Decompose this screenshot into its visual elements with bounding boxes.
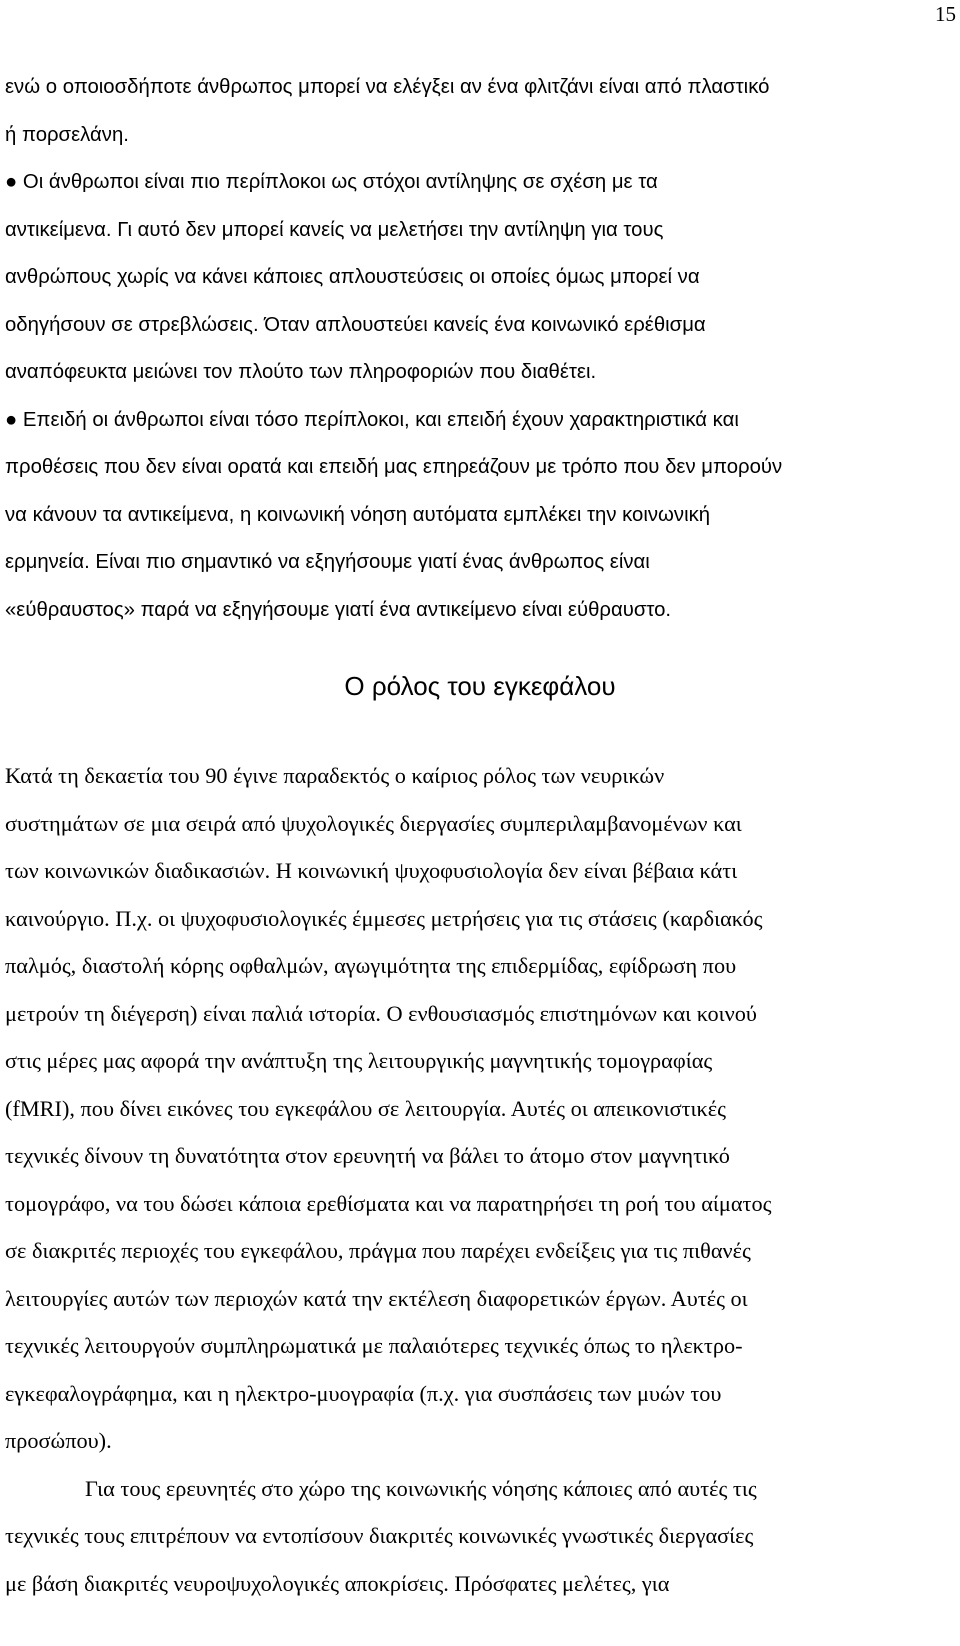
text-line: με βάση διακριτές νευροψυχολογικές αποκρίσεις. Πρόσφατες μελέτες, για <box>5 1570 670 1596</box>
text-line: προσώπου). <box>5 1428 112 1453</box>
bullet-paragraph-start: ● Επειδή οι άνθρωποι είναι τόσο περίπλοκοι, και επειδή έχουν χαρακτηριστικά και <box>5 408 739 431</box>
section-heading: Ο ρόλος του εγκεφάλου <box>344 671 616 701</box>
text-line: ανθρώπους χωρίς να κάνει κάποιες απλουστεύσεις οι οποίες όμως μπορεί να <box>5 266 700 288</box>
text-line: Κατά τη δεκαετία του 90 έγινε παραδεκτός ο καίριος ρόλος των νευρικών <box>5 763 665 788</box>
text-line: μετρούν τη διέγερση) είναι παλιά ιστορία. Ο ενθουσιασμός επιστημόνων και κοινού <box>5 1000 757 1026</box>
text-line: λειτουργίες αυτών των περιοχών κατά την εκτέλεση διαφορετικών έργων. Αυτές οι <box>5 1285 748 1311</box>
text-line: ερμηνεία. Είναι πιο σημαντικό να εξηγήσουμε γιατί ένας άνθρωπος είναι <box>5 551 650 573</box>
page-number: 15 <box>935 2 956 26</box>
text-line: προθέσεις που δεν είναι ορατά και επειδή μας επηρεάζουν με τρόπο που δεν μπορούν <box>5 456 783 478</box>
text-line: ή πορσελάνη. <box>5 123 129 146</box>
text-line: να κάνουν τα αντικείμενα, η κοινωνική νόηση αυτόματα εμπλέκει την κοινωνική <box>5 503 711 526</box>
text-line: «εύθραυστος» παρά να εξηγήσουμε γιατί ένα αντικείμενο είναι εύθραυστο. <box>5 598 672 621</box>
text-line: σε διακριτές περιοχές του εγκεφάλου, πράγμα που παρέχει ενδείξεις για τις πιθανές <box>5 1238 751 1263</box>
indented-paragraph-start: Για τους ερευνητές στο χώρο της κοινωνικής νόησης κάποιες από αυτές τις <box>85 1475 757 1501</box>
text-line: αντικείμενα. Γι αυτό δεν μπορεί κανείς να μελετήσει την αντίληψη για τους <box>5 218 664 241</box>
text-line: τεχνικές λειτουργούν συμπληρωματικά με παλαιότερες τεχνικές όπως το ηλεκτρο- <box>5 1333 743 1358</box>
text-line: των κοινωνικών διαδικασιών. Η κοινωνική ψυχοφυσιολογία δεν είναι βέβαια κάτι <box>5 858 738 883</box>
text-line: αναπόφευκτα μειώνει τον πλούτο των πληροφοριών που διαθέτει. <box>5 361 597 383</box>
text-line: (fMRI), που δίνει εικόνες του εγκεφάλου σε λειτουργία. Αυτές οι απεικονιστικές <box>5 1095 726 1121</box>
text-line: εγκεφαλογράφημα, και η ηλεκτρο-μυογραφία (π.χ. για συσπάσεις των μυών του <box>5 1380 722 1406</box>
text-line: τομογράφο, να του δώσει κάποια ερεθίσματα και να παρατηρήσει τη ροή του αίματος <box>5 1190 772 1216</box>
text-line: παλμός, διαστολή κόρης οφθαλμών, αγωγιμότητα της επιδερμίδας, εφίδρωση που <box>5 953 737 978</box>
text-line: τεχνικές τους επιτρέπουν να εντοπίσουν διακριτές κοινωνικές γνωστικές διεργασίες <box>5 1523 754 1548</box>
text-line: ενώ ο οποιοσδήποτε άνθρωπος μπορεί να ελέγξει αν ένα φλιτζάνι είναι από πλαστικό <box>5 76 770 98</box>
text-line: στις μέρες μας αφορά την ανάπτυξη της λειτουργικής μαγνητικής τομογραφίας <box>5 1048 713 1073</box>
section-brain-text <box>0 752 960 1607</box>
text-line: οδηγήσουν σε στρεβλώσεις. Όταν απλουστεύει κανείς ένα κοινωνικό ερέθισμα <box>5 313 706 336</box>
text-line: συστημάτων σε μια σειρά από ψυχολογικές διεργασίες συμπεριλαμβανομένων και <box>5 810 742 836</box>
bullet-paragraph-start: ● Οι άνθρωποι είναι πιο περίπλοκοι ως στόχοι αντίληψης σε σχέση με τα <box>5 171 658 193</box>
text-line: τεχνικές δίνουν τη δυνατότητα στον ερευνητή να βάλει το άτομο στον μαγνητικό <box>5 1143 730 1168</box>
text-line: καινούργιο. Π.χ. οι ψυχοφυσιολογικές έμμεσες μετρήσεις για τις στάσεις (καρδιακός <box>5 905 763 931</box>
section-bullets-text <box>0 64 960 634</box>
